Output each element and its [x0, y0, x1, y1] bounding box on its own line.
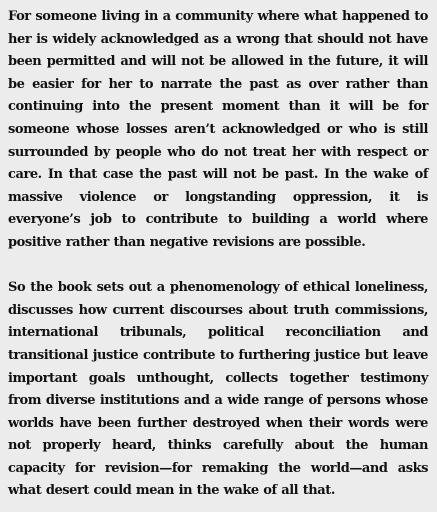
paragraph-1: For someone living in a community where what happened to her is widely acknowledged as a wrong that should not have been permitted and will not be allowed in the future, it will be easier for her to narrate the past as over rather than continuing into the present moment than it will be for someone whose losses aren’t acknowledged or who is still surrounded by people who do not treat her with respect or care. In that case the past will not be past. In the wake of massive violence or longstanding oppression, it is everyone’s job to contribute to building a world where positive rather than negative revisions are possible.: [8, 9, 428, 250]
paragraph-2: So the book sets out a phenomenology of ethical loneliness, discusses how current discourses about truth commissions, international tribunals, political reconciliation and transitional justice contribute to furthering justice but leave important goals unthought, collects together testimony from diverse institutions and a wide range of persons whose worlds have been further destroyed when their words were not properly heard, thinks carefully about the human capacity for revision—for remaking the world—and asks what desert could mean in the wake of all that.: [8, 280, 428, 499]
